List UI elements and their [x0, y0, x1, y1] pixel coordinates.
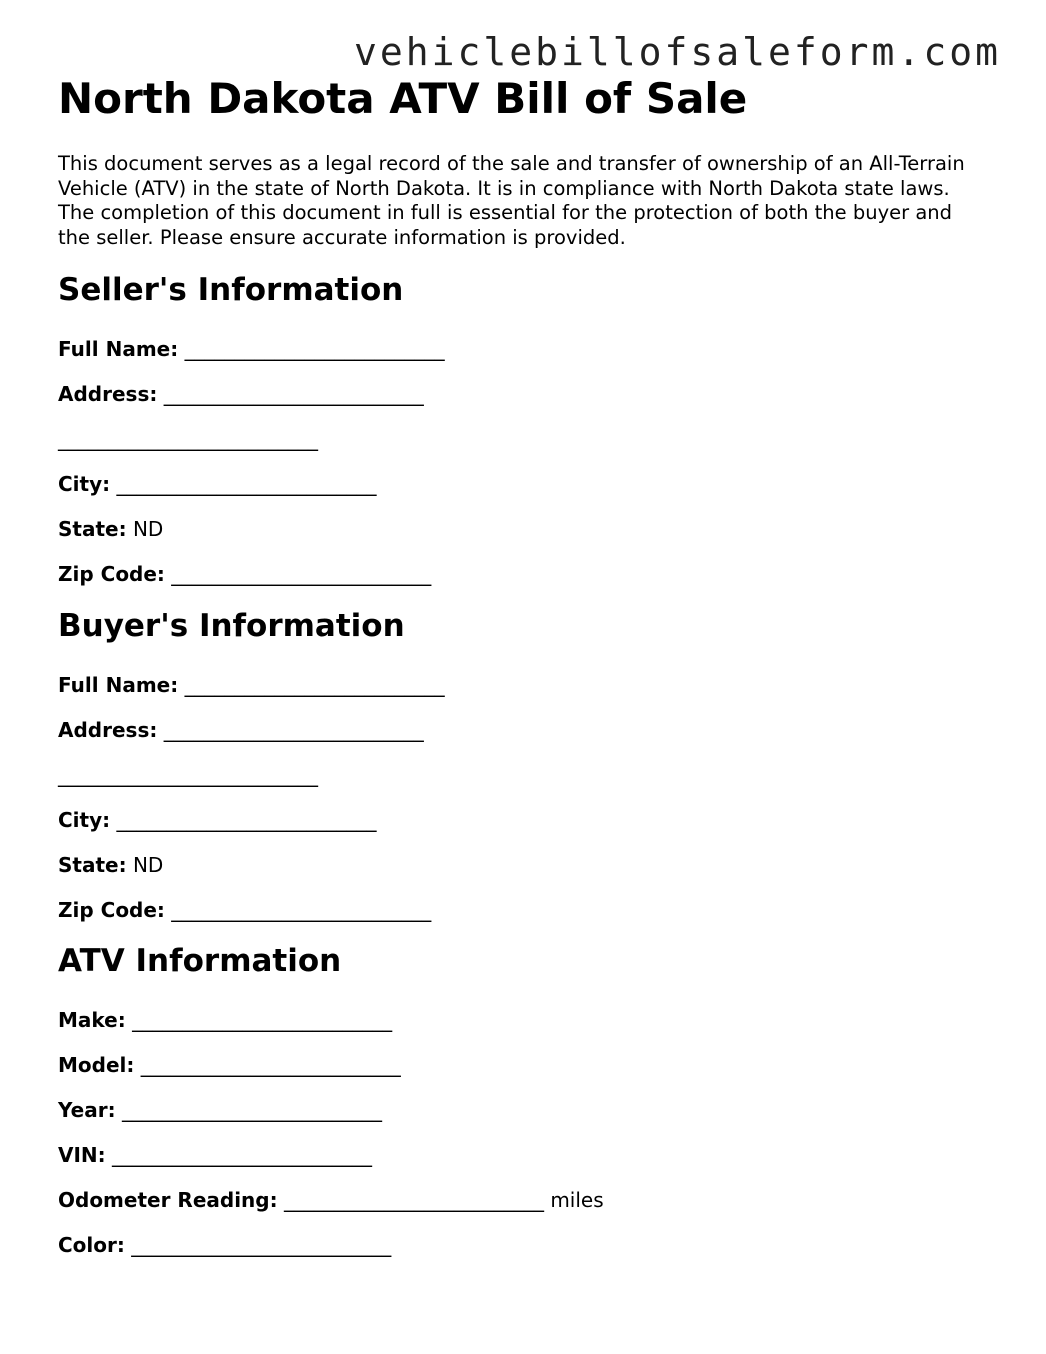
- seller-city-row: [58, 471, 377, 497]
- seller-city-label: City:: [58, 472, 111, 496]
- buyer-state-row: [58, 852, 163, 878]
- buyer-city-label: City:: [58, 808, 111, 832]
- buyer-address-line2-row: [58, 762, 318, 788]
- seller-address-line2-field[interactable]: __________________________: [58, 427, 318, 451]
- seller-address-label: Address:: [58, 382, 158, 406]
- seller-zip-field[interactable]: __________________________: [171, 562, 432, 586]
- seller-state-value: ND: [132, 517, 164, 541]
- atv-color-label: Color:: [58, 1233, 125, 1257]
- atv-odometer-unit: miles: [550, 1188, 604, 1212]
- seller-full-name-row: [58, 336, 445, 362]
- seller-city-field[interactable]: __________________________: [116, 472, 377, 496]
- atv-section-heading: ATV Information: [58, 943, 342, 979]
- buyer-section-heading: Buyer's Information: [58, 608, 405, 644]
- buyer-address-line2-field[interactable]: __________________________: [58, 763, 318, 787]
- buyer-full-name-field[interactable]: __________________________: [184, 673, 445, 697]
- buyer-state-value: ND: [132, 853, 164, 877]
- atv-model-label: Model:: [58, 1053, 135, 1077]
- buyer-state-label: State:: [58, 853, 127, 877]
- atv-make-field[interactable]: __________________________: [132, 1008, 393, 1032]
- atv-odometer-row: [58, 1187, 604, 1213]
- atv-year-field[interactable]: __________________________: [121, 1098, 382, 1122]
- seller-state-label: State:: [58, 517, 127, 541]
- atv-color-field[interactable]: __________________________: [131, 1233, 392, 1257]
- atv-vin-label: VIN:: [58, 1143, 106, 1167]
- atv-vin-field[interactable]: __________________________: [112, 1143, 373, 1167]
- site-watermark: vehiclebillofsaleform.com: [354, 30, 1001, 74]
- atv-color-row: [58, 1232, 391, 1258]
- seller-zip-label: Zip Code:: [58, 562, 165, 586]
- buyer-address-label: Address:: [58, 718, 158, 742]
- buyer-full-name-row: [58, 672, 445, 698]
- atv-model-field[interactable]: __________________________: [140, 1053, 401, 1077]
- seller-address-line2-row: [58, 426, 318, 452]
- seller-zip-row: [58, 561, 431, 587]
- atv-make-row: [58, 1007, 392, 1033]
- buyer-full-name-label: Full Name:: [58, 673, 179, 697]
- atv-year-row: [58, 1097, 382, 1123]
- buyer-address-row: [58, 717, 424, 743]
- seller-state-row: [58, 516, 163, 542]
- atv-year-label: Year:: [58, 1098, 116, 1122]
- atv-make-label: Make:: [58, 1008, 126, 1032]
- seller-address-field[interactable]: __________________________: [163, 382, 424, 406]
- atv-odometer-field[interactable]: __________________________: [283, 1188, 544, 1212]
- document-title: North Dakota ATV Bill of Sale: [58, 74, 748, 123]
- seller-address-row: [58, 381, 424, 407]
- buyer-city-row: [58, 807, 377, 833]
- seller-section-heading: Seller's Information: [58, 272, 404, 308]
- seller-full-name-field[interactable]: __________________________: [184, 337, 445, 361]
- buyer-city-field[interactable]: __________________________: [116, 808, 377, 832]
- seller-full-name-label: Full Name:: [58, 337, 179, 361]
- buyer-zip-field[interactable]: __________________________: [171, 898, 432, 922]
- buyer-zip-label: Zip Code:: [58, 898, 165, 922]
- atv-vin-row: [58, 1142, 372, 1168]
- atv-odometer-label: Odometer Reading:: [58, 1188, 278, 1212]
- buyer-zip-row: [58, 897, 431, 923]
- buyer-address-field[interactable]: __________________________: [163, 718, 424, 742]
- intro-paragraph: This document serves as a legal record of the sale and transfer of ownership of an All-Terrain Vehicle (ATV) in the state of North Dakota. It is in compliance with North Dakota state laws. The completion of this document in full is essential for the protection of both the buyer and the seller. Please ensure accurate information is provided.: [58, 152, 965, 249]
- atv-model-row: [58, 1052, 401, 1078]
